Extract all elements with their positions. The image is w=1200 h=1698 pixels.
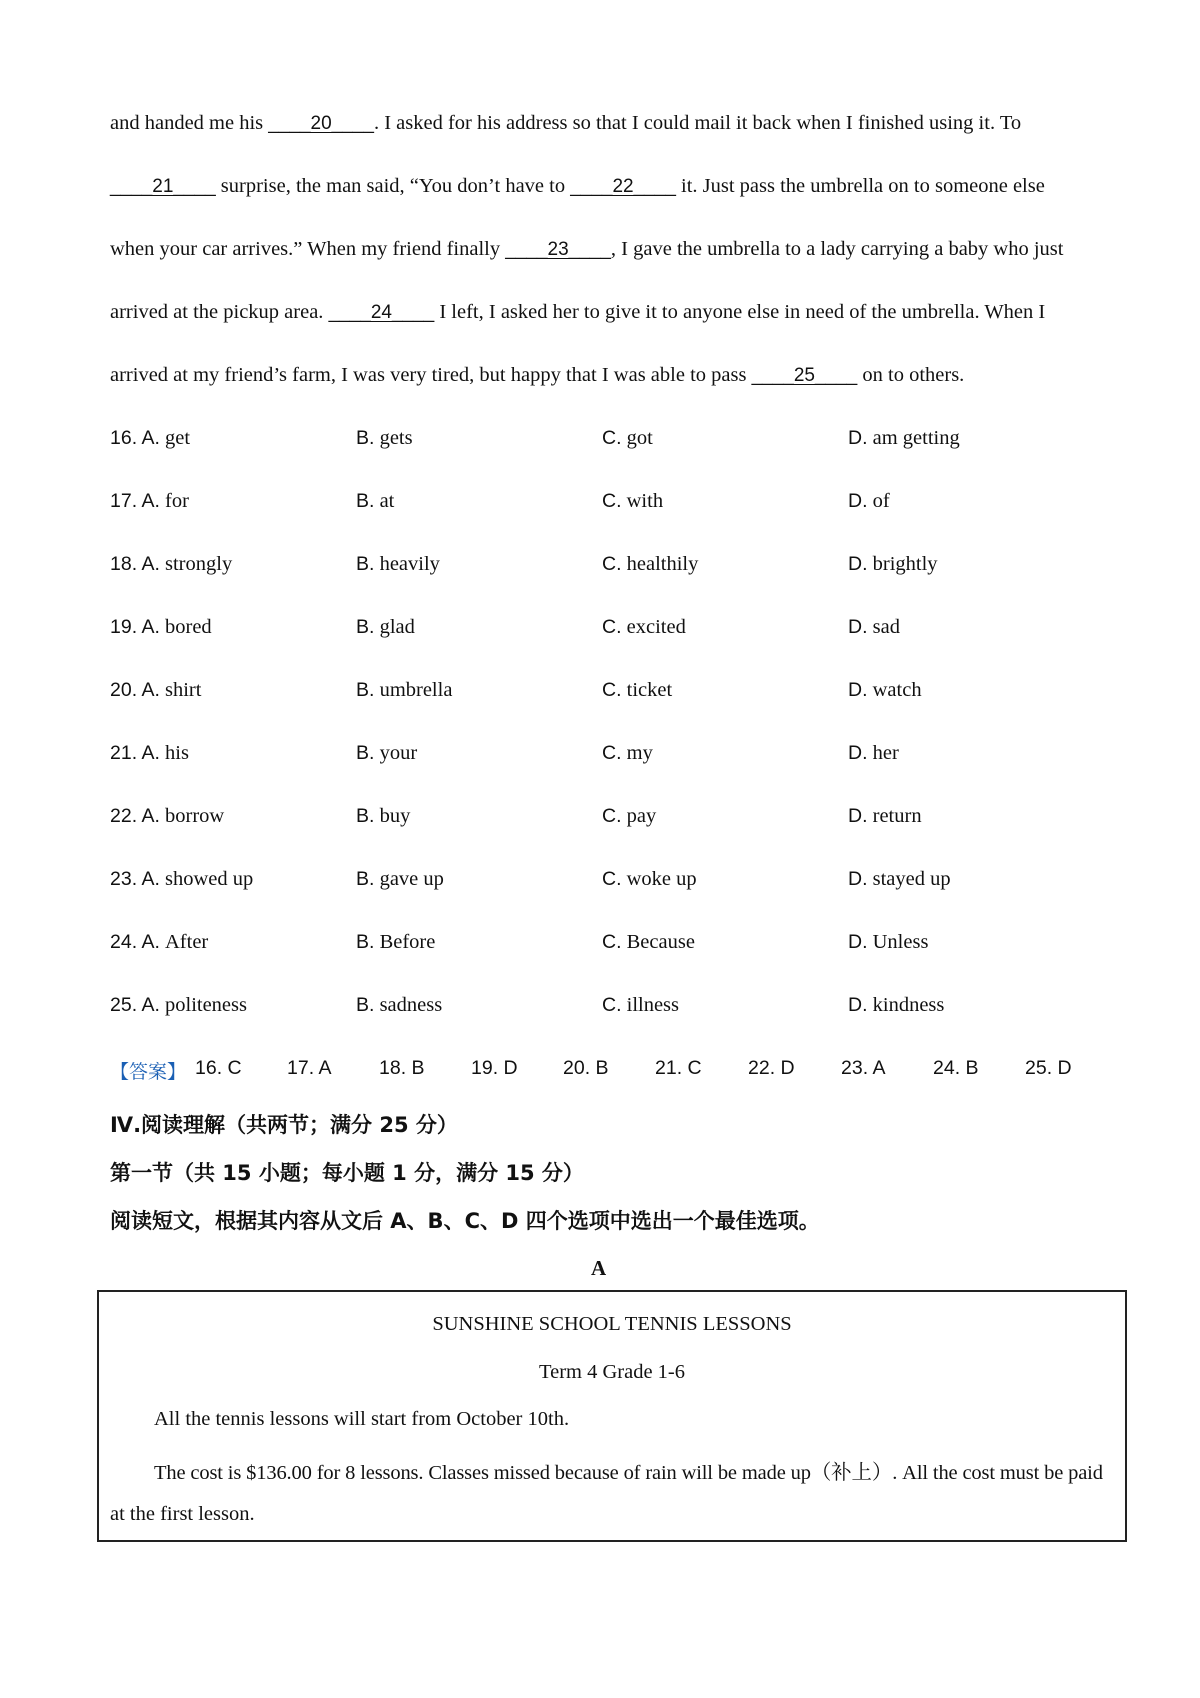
- passage-text: arrived at the pickup area.: [110, 301, 329, 323]
- passage-line: [110, 174, 1120, 199]
- passage-line: [110, 363, 1120, 388]
- question-row: [110, 490, 1110, 516]
- option-text: Because: [626, 931, 695, 953]
- answer-tag: 【答案】: [110, 1061, 187, 1083]
- notice-box: [97, 1290, 1127, 1542]
- option-b: [356, 490, 394, 513]
- answer-item: 21. C: [655, 1057, 702, 1079]
- option-label: D.: [848, 616, 868, 638]
- option-text: pay: [626, 805, 657, 827]
- option-label: D.: [848, 427, 868, 449]
- option-text: showed up: [165, 868, 254, 890]
- option-b: [356, 868, 444, 891]
- option-d: [848, 553, 938, 576]
- option-label: D.: [848, 679, 868, 701]
- question-row: [110, 616, 1110, 642]
- option-c: [602, 427, 653, 450]
- option-d: [848, 679, 922, 702]
- passage-line: [110, 300, 1120, 325]
- option-b: [356, 427, 413, 450]
- option-b: [356, 931, 435, 954]
- option-text: bored: [165, 616, 212, 638]
- option-a: [110, 742, 189, 765]
- option-label: D.: [848, 490, 868, 512]
- section-heading: Ⅳ.阅读理解（共两节；满分 25 分）: [110, 1113, 458, 1137]
- option-label: B.: [356, 490, 375, 512]
- instruction: 阅读短文，根据其内容从文后 A、B、C、D 四个选项中选出一个最佳选项。: [110, 1209, 820, 1233]
- option-d: [848, 427, 960, 450]
- notice-text: The cost is $136.00 for 8 lessons. Classes missed because of rain will be made up（补上）. All the cost must be paid: [154, 1462, 1103, 1484]
- question-row: [110, 427, 1110, 453]
- question-number: 21. A.: [110, 742, 160, 764]
- option-a: [110, 490, 189, 513]
- answer-blank: ____21____: [110, 176, 216, 197]
- option-a: [110, 868, 253, 891]
- passage-text: on to others.: [857, 364, 965, 386]
- option-label: B.: [356, 994, 375, 1016]
- option-label: D.: [848, 868, 868, 890]
- question-number: 23. A.: [110, 868, 160, 890]
- option-text: your: [379, 742, 418, 764]
- option-text: strongly: [165, 553, 233, 575]
- option-text: am getting: [872, 427, 960, 449]
- option-c: [602, 553, 698, 576]
- option-text: glad: [379, 616, 415, 638]
- answer-item: 20. B: [563, 1057, 609, 1079]
- option-d: [848, 868, 951, 891]
- option-label: B.: [356, 931, 375, 953]
- option-text: of: [872, 490, 890, 512]
- option-a: [110, 553, 232, 576]
- option-text: gave up: [379, 868, 444, 890]
- passage-letter: A: [591, 1256, 607, 1280]
- option-label: D.: [848, 931, 868, 953]
- option-label: C.: [602, 931, 622, 953]
- question-row: [110, 679, 1110, 705]
- option-label: C.: [602, 490, 622, 512]
- option-c: [602, 742, 653, 765]
- option-b: [356, 553, 440, 576]
- passage-text: , I gave the umbrella to a lady carrying a baby who just: [610, 238, 1064, 260]
- option-text: kindness: [872, 994, 945, 1016]
- option-text: excited: [626, 616, 686, 638]
- option-text: After: [165, 931, 209, 953]
- option-label: C.: [602, 742, 622, 764]
- answer-item: 22. D: [748, 1057, 795, 1079]
- question-row: [110, 805, 1110, 831]
- passage-text: . I asked for his address so that I could mail it back when I finished using it. To: [373, 112, 1022, 134]
- option-label: C.: [602, 553, 622, 575]
- option-label: C.: [602, 868, 622, 890]
- passage-text: and handed me his: [110, 112, 269, 134]
- answer-item: 17. A: [287, 1057, 332, 1079]
- option-c: [602, 868, 697, 891]
- passage-text: I left, I asked her to give it to anyone else in need of the umbrella. When I: [434, 301, 1046, 323]
- option-text: watch: [872, 679, 922, 701]
- option-d: [848, 490, 890, 513]
- question-row: [110, 742, 1110, 768]
- option-label: B.: [356, 553, 375, 575]
- option-c: [602, 931, 695, 954]
- question-row: [110, 994, 1110, 1020]
- answer-blank: ____22____: [570, 176, 676, 197]
- passage-text: surprise, the man said, “You don’t have to: [215, 175, 571, 197]
- question-row: [110, 931, 1110, 957]
- option-label: C.: [602, 679, 622, 701]
- option-label: D.: [848, 994, 868, 1016]
- option-label: B.: [356, 679, 375, 701]
- option-text: woke up: [626, 868, 697, 890]
- option-text: buy: [379, 805, 411, 827]
- option-text: gets: [379, 427, 413, 449]
- option-label: C.: [602, 427, 622, 449]
- option-text: my: [626, 742, 653, 764]
- option-text: his: [165, 742, 189, 764]
- option-text: stayed up: [872, 868, 951, 890]
- option-text: brightly: [872, 553, 938, 575]
- notice-title: SUNSHINE SCHOOL TENNIS LESSONS: [432, 1313, 792, 1335]
- option-text: get: [165, 427, 191, 449]
- answer-blank: ____20____: [268, 113, 374, 134]
- option-text: at: [379, 490, 395, 512]
- answer-item: 19. D: [471, 1057, 518, 1079]
- question-number: 22. A.: [110, 805, 160, 827]
- option-label: B.: [356, 742, 375, 764]
- answer-blank: ____25____: [751, 365, 858, 386]
- question-number: 16. A.: [110, 427, 160, 449]
- option-text: Before: [379, 931, 436, 953]
- question-number: 18. A.: [110, 553, 160, 575]
- question-number: 17. A.: [110, 490, 160, 512]
- option-a: [110, 805, 224, 828]
- option-b: [356, 616, 415, 639]
- question-row: [110, 868, 1110, 894]
- option-a: [110, 679, 201, 702]
- option-d: [848, 805, 922, 828]
- subsection-heading: 第一节（共 15 小题；每小题 1 分，满分 15 分）: [110, 1161, 584, 1185]
- answer-item: 23. A: [841, 1057, 886, 1079]
- option-a: [110, 427, 190, 450]
- option-c: [602, 490, 663, 513]
- passage-line: [110, 237, 1120, 262]
- answer-blank: ____24____: [328, 302, 435, 323]
- option-label: D.: [848, 805, 868, 827]
- answer-item: 24. B: [933, 1057, 979, 1079]
- notice-subtitle: Term 4 Grade 1-6: [539, 1361, 685, 1383]
- option-d: [848, 994, 944, 1017]
- option-text: sad: [872, 616, 900, 638]
- option-label: C.: [602, 994, 622, 1016]
- option-label: C.: [602, 805, 622, 827]
- option-c: [602, 679, 672, 702]
- option-text: umbrella: [379, 679, 453, 701]
- question-number: 19. A.: [110, 616, 160, 638]
- question-number: 25. A.: [110, 994, 160, 1016]
- option-c: [602, 805, 656, 828]
- option-b: [356, 994, 442, 1017]
- option-text: Unless: [872, 931, 929, 953]
- option-d: [848, 931, 928, 954]
- answer-item: 18. B: [379, 1057, 425, 1079]
- answer-key: [110, 1057, 1110, 1085]
- question-number: 20. A.: [110, 679, 160, 701]
- option-text: return: [872, 805, 922, 827]
- option-c: [602, 616, 686, 639]
- option-text: got: [626, 427, 653, 449]
- answer-item: 25. D: [1025, 1057, 1072, 1079]
- option-label: B.: [356, 427, 375, 449]
- notice-text: at the first lesson.: [110, 1503, 255, 1525]
- answer-item: 16. C: [195, 1057, 242, 1079]
- option-b: [356, 805, 410, 828]
- option-c: [602, 994, 679, 1017]
- option-b: [356, 742, 417, 765]
- option-label: D.: [848, 553, 868, 575]
- option-a: [110, 994, 247, 1017]
- option-d: [848, 742, 899, 765]
- option-text: ticket: [626, 679, 673, 701]
- option-text: sadness: [379, 994, 443, 1016]
- option-a: [110, 931, 208, 954]
- passage-text: it. Just pass the umbrella on to someone else: [675, 175, 1045, 197]
- option-label: D.: [848, 742, 868, 764]
- option-label: B.: [356, 868, 375, 890]
- option-text: heavily: [379, 553, 440, 575]
- option-text: with: [626, 490, 664, 512]
- option-text: her: [872, 742, 899, 764]
- question-row: [110, 553, 1110, 579]
- option-text: for: [165, 490, 189, 512]
- passage-text: when your car arrives.” When my friend finally: [110, 238, 506, 260]
- notice-text: All the tennis lessons will start from October 10th.: [154, 1408, 570, 1430]
- option-label: C.: [602, 616, 622, 638]
- passage-line: [110, 111, 1120, 136]
- passage-text: arrived at my friend’s farm, I was very tired, but happy that I was able to pass: [110, 364, 752, 386]
- option-text: shirt: [165, 679, 202, 701]
- option-b: [356, 679, 452, 702]
- option-text: politeness: [165, 994, 247, 1016]
- answer-blank: ____23____: [505, 239, 611, 260]
- option-text: healthily: [626, 553, 699, 575]
- option-label: B.: [356, 616, 375, 638]
- option-text: borrow: [165, 805, 225, 827]
- question-number: 24. A.: [110, 931, 160, 953]
- option-label: B.: [356, 805, 375, 827]
- option-d: [848, 616, 900, 639]
- option-a: [110, 616, 212, 639]
- option-text: illness: [626, 994, 680, 1016]
